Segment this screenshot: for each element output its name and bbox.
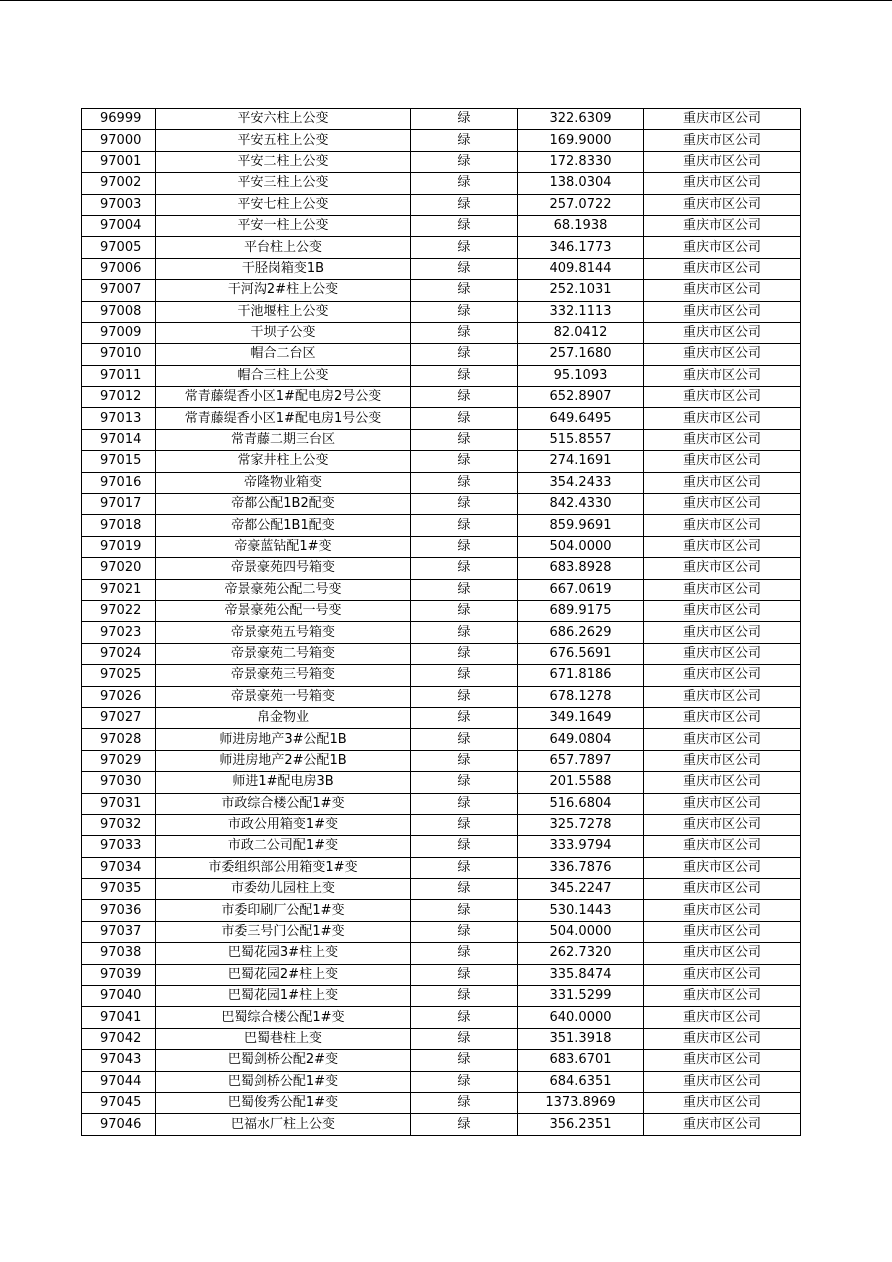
cell-id: 97009	[82, 322, 156, 343]
cell-org: 重庆市区公司	[644, 814, 801, 835]
cell-color: 绿	[411, 280, 518, 301]
cell-value: 349.1649	[518, 707, 644, 728]
cell-name: 帝景豪苑公配一号变	[156, 600, 411, 621]
cell-name: 常青藤缇香小区1#配电房2号公变	[156, 387, 411, 408]
cell-org: 重庆市区公司	[644, 943, 801, 964]
cell-name: 师进1#配电房3B	[156, 772, 411, 793]
cell-color: 绿	[411, 772, 518, 793]
cell-name: 帝都公配1B1配变	[156, 515, 411, 536]
cell-color: 绿	[411, 258, 518, 279]
table-row	[82, 387, 801, 408]
cell-color: 绿	[411, 408, 518, 429]
cell-value: 689.9175	[518, 600, 644, 621]
cell-id: 97035	[82, 879, 156, 900]
cell-value: 274.1691	[518, 451, 644, 472]
cell-name: 市委组织部公用箱变1#变	[156, 857, 411, 878]
cell-value: 322.6309	[518, 109, 644, 130]
cell-id: 97037	[82, 921, 156, 942]
cell-color: 绿	[411, 643, 518, 664]
cell-org: 重庆市区公司	[644, 515, 801, 536]
cell-color: 绿	[411, 707, 518, 728]
cell-id: 97017	[82, 494, 156, 515]
cell-id: 97027	[82, 707, 156, 728]
cell-name: 帝景豪苑一号箱变	[156, 686, 411, 707]
cell-org: 重庆市区公司	[644, 258, 801, 279]
cell-color: 绿	[411, 515, 518, 536]
cell-color: 绿	[411, 921, 518, 942]
cell-color: 绿	[411, 151, 518, 172]
cell-name: 平安六柱上公变	[156, 109, 411, 130]
cell-color: 绿	[411, 686, 518, 707]
cell-name: 帝都公配1B2配变	[156, 494, 411, 515]
cell-id: 97041	[82, 1007, 156, 1028]
cell-color: 绿	[411, 194, 518, 215]
cell-value: 169.9000	[518, 130, 644, 151]
cell-org: 重庆市区公司	[644, 151, 801, 172]
table-row	[82, 515, 801, 536]
cell-org: 重庆市区公司	[644, 879, 801, 900]
cell-org: 重庆市区公司	[644, 729, 801, 750]
cell-value: 686.2629	[518, 622, 644, 643]
cell-id: 97042	[82, 1028, 156, 1049]
cell-name: 帝景豪苑五号箱变	[156, 622, 411, 643]
cell-org: 重庆市区公司	[644, 964, 801, 985]
cell-color: 绿	[411, 814, 518, 835]
table-row	[82, 707, 801, 728]
cell-value: 652.8907	[518, 387, 644, 408]
cell-name: 巴蜀俊秀公配1#变	[156, 1092, 411, 1113]
cell-color: 绿	[411, 322, 518, 343]
table-row	[82, 1028, 801, 1049]
cell-org: 重庆市区公司	[644, 109, 801, 130]
table-row	[82, 943, 801, 964]
table-row	[82, 280, 801, 301]
cell-id: 97038	[82, 943, 156, 964]
cell-name: 巴蜀花园3#柱上变	[156, 943, 411, 964]
cell-color: 绿	[411, 173, 518, 194]
cell-org: 重庆市区公司	[644, 280, 801, 301]
table-row	[82, 322, 801, 343]
cell-color: 绿	[411, 879, 518, 900]
table-row	[82, 1050, 801, 1071]
table-row	[82, 600, 801, 621]
cell-value: 354.2433	[518, 472, 644, 493]
cell-id: 97022	[82, 600, 156, 621]
cell-id: 97032	[82, 814, 156, 835]
cell-id: 97010	[82, 344, 156, 365]
cell-id: 97039	[82, 964, 156, 985]
cell-value: 345.2247	[518, 879, 644, 900]
cell-id: 97016	[82, 472, 156, 493]
cell-value: 649.6495	[518, 408, 644, 429]
cell-color: 绿	[411, 750, 518, 771]
cell-color: 绿	[411, 1114, 518, 1135]
table-row	[82, 772, 801, 793]
table-row	[82, 472, 801, 493]
cell-color: 绿	[411, 494, 518, 515]
table-row	[82, 686, 801, 707]
cell-id: 97004	[82, 215, 156, 236]
cell-id: 97033	[82, 836, 156, 857]
table-row	[82, 258, 801, 279]
cell-color: 绿	[411, 1050, 518, 1071]
cell-value: 671.8186	[518, 665, 644, 686]
cell-name: 市委幼儿园柱上变	[156, 879, 411, 900]
cell-name: 干坝子公变	[156, 322, 411, 343]
cell-value: 1373.8969	[518, 1092, 644, 1113]
cell-value: 504.0000	[518, 536, 644, 557]
table-row	[82, 344, 801, 365]
cell-id: 97021	[82, 579, 156, 600]
cell-value: 333.9794	[518, 836, 644, 857]
cell-name: 干胫岗箱变1B	[156, 258, 411, 279]
table-body	[82, 109, 801, 1136]
cell-name: 市委三号门公配1#变	[156, 921, 411, 942]
cell-color: 绿	[411, 986, 518, 1007]
cell-color: 绿	[411, 237, 518, 258]
cell-id: 97000	[82, 130, 156, 151]
cell-name: 巴福水厂柱上公变	[156, 1114, 411, 1135]
cell-color: 绿	[411, 387, 518, 408]
cell-value: 676.5691	[518, 643, 644, 664]
cell-color: 绿	[411, 215, 518, 236]
cell-id: 97043	[82, 1050, 156, 1071]
cell-value: 409.8144	[518, 258, 644, 279]
cell-id: 96999	[82, 109, 156, 130]
table-row	[82, 194, 801, 215]
cell-org: 重庆市区公司	[644, 173, 801, 194]
cell-name: 平安三柱上公变	[156, 173, 411, 194]
cell-org: 重庆市区公司	[644, 1028, 801, 1049]
cell-org: 重庆市区公司	[644, 1092, 801, 1113]
cell-org: 重庆市区公司	[644, 472, 801, 493]
cell-value: 336.7876	[518, 857, 644, 878]
cell-color: 绿	[411, 1028, 518, 1049]
cell-id: 97031	[82, 793, 156, 814]
cell-value: 257.1680	[518, 344, 644, 365]
cell-color: 绿	[411, 836, 518, 857]
cell-name: 平台柱上公变	[156, 237, 411, 258]
table-row	[82, 750, 801, 771]
table-row	[82, 579, 801, 600]
cell-id: 97013	[82, 408, 156, 429]
cell-name: 干河沟2#柱上公变	[156, 280, 411, 301]
cell-id: 97020	[82, 558, 156, 579]
cell-id: 97034	[82, 857, 156, 878]
table-row	[82, 536, 801, 557]
cell-name: 巴蜀花园2#柱上变	[156, 964, 411, 985]
cell-org: 重庆市区公司	[644, 921, 801, 942]
table-row	[82, 1071, 801, 1092]
cell-org: 重庆市区公司	[644, 451, 801, 472]
cell-value: 346.1773	[518, 237, 644, 258]
table-row	[82, 173, 801, 194]
cell-color: 绿	[411, 665, 518, 686]
table-row	[82, 215, 801, 236]
table-row	[82, 729, 801, 750]
cell-org: 重庆市区公司	[644, 558, 801, 579]
cell-id: 97028	[82, 729, 156, 750]
cell-color: 绿	[411, 622, 518, 643]
cell-id: 97044	[82, 1071, 156, 1092]
cell-color: 绿	[411, 900, 518, 921]
cell-value: 351.3918	[518, 1028, 644, 1049]
cell-org: 重庆市区公司	[644, 622, 801, 643]
cell-org: 重庆市区公司	[644, 857, 801, 878]
cell-org: 重庆市区公司	[644, 237, 801, 258]
cell-value: 262.7320	[518, 943, 644, 964]
cell-id: 97026	[82, 686, 156, 707]
table-row	[82, 451, 801, 472]
cell-name: 帝隆物业箱变	[156, 472, 411, 493]
cell-org: 重庆市区公司	[644, 665, 801, 686]
cell-value: 68.1938	[518, 215, 644, 236]
cell-org: 重庆市区公司	[644, 579, 801, 600]
table-row	[82, 151, 801, 172]
table-row	[82, 643, 801, 664]
cell-id: 97025	[82, 665, 156, 686]
cell-color: 绿	[411, 964, 518, 985]
cell-name: 帝豪蓝钻配1#变	[156, 536, 411, 557]
cell-name: 市政二公司配1#变	[156, 836, 411, 857]
table-row	[82, 814, 801, 835]
cell-color: 绿	[411, 536, 518, 557]
data-table	[81, 108, 801, 1136]
cell-name: 市政公用箱变1#变	[156, 814, 411, 835]
cell-name: 帝景豪苑四号箱变	[156, 558, 411, 579]
table-row	[82, 1114, 801, 1135]
cell-org: 重庆市区公司	[644, 344, 801, 365]
table-row	[82, 109, 801, 130]
cell-color: 绿	[411, 130, 518, 151]
cell-org: 重庆市区公司	[644, 793, 801, 814]
table-row	[82, 301, 801, 322]
table-row	[82, 964, 801, 985]
cell-value: 201.5588	[518, 772, 644, 793]
cell-org: 重庆市区公司	[644, 130, 801, 151]
table-row	[82, 1007, 801, 1028]
cell-id: 97046	[82, 1114, 156, 1135]
cell-org: 重庆市区公司	[644, 750, 801, 771]
table-row	[82, 793, 801, 814]
page-top-border	[0, 0, 892, 1]
cell-value: 257.0722	[518, 194, 644, 215]
cell-name: 平安一柱上公变	[156, 215, 411, 236]
cell-name: 市委印刷厂公配1#变	[156, 900, 411, 921]
cell-id: 97036	[82, 900, 156, 921]
cell-value: 683.6701	[518, 1050, 644, 1071]
cell-id: 97023	[82, 622, 156, 643]
cell-id: 97029	[82, 750, 156, 771]
cell-org: 重庆市区公司	[644, 387, 801, 408]
table-row	[82, 1092, 801, 1113]
cell-org: 重庆市区公司	[644, 536, 801, 557]
cell-org: 重庆市区公司	[644, 707, 801, 728]
cell-org: 重庆市区公司	[644, 1050, 801, 1071]
table-row	[82, 986, 801, 1007]
table-row	[82, 622, 801, 643]
cell-color: 绿	[411, 558, 518, 579]
cell-name: 干池堰柱上公变	[156, 301, 411, 322]
cell-org: 重庆市区公司	[644, 408, 801, 429]
cell-value: 683.8928	[518, 558, 644, 579]
cell-id: 97006	[82, 258, 156, 279]
cell-org: 重庆市区公司	[644, 194, 801, 215]
cell-color: 绿	[411, 793, 518, 814]
cell-id: 97045	[82, 1092, 156, 1113]
cell-name: 常青藤缇香小区1#配电房1号公变	[156, 408, 411, 429]
table-row	[82, 900, 801, 921]
cell-color: 绿	[411, 579, 518, 600]
cell-name: 巴蜀花园1#柱上变	[156, 986, 411, 1007]
cell-org: 重庆市区公司	[644, 301, 801, 322]
cell-value: 640.0000	[518, 1007, 644, 1028]
cell-value: 252.1031	[518, 280, 644, 301]
cell-name: 平安七柱上公变	[156, 194, 411, 215]
cell-name: 帝景豪苑二号箱变	[156, 643, 411, 664]
cell-color: 绿	[411, 857, 518, 878]
cell-value: 504.0000	[518, 921, 644, 942]
cell-name: 帝景豪苑公配二号变	[156, 579, 411, 600]
cell-id: 97015	[82, 451, 156, 472]
cell-id: 97018	[82, 515, 156, 536]
cell-value: 515.8557	[518, 429, 644, 450]
table-row	[82, 921, 801, 942]
cell-id: 97008	[82, 301, 156, 322]
cell-id: 97012	[82, 387, 156, 408]
cell-name: 巴蜀剑桥公配1#变	[156, 1071, 411, 1092]
cell-id: 97007	[82, 280, 156, 301]
cell-color: 绿	[411, 1007, 518, 1028]
cell-org: 重庆市区公司	[644, 772, 801, 793]
cell-org: 重庆市区公司	[644, 1114, 801, 1135]
cell-id: 97003	[82, 194, 156, 215]
cell-color: 绿	[411, 1071, 518, 1092]
table-row	[82, 130, 801, 151]
cell-name: 市政综合楼公配1#变	[156, 793, 411, 814]
cell-value: 678.1278	[518, 686, 644, 707]
table-row	[82, 365, 801, 386]
table-row	[82, 836, 801, 857]
cell-org: 重庆市区公司	[644, 322, 801, 343]
cell-name: 常青藤二期三台区	[156, 429, 411, 450]
cell-org: 重庆市区公司	[644, 686, 801, 707]
cell-name: 帽合二台区	[156, 344, 411, 365]
cell-name: 平安五柱上公变	[156, 130, 411, 151]
cell-value: 667.0619	[518, 579, 644, 600]
cell-id: 97040	[82, 986, 156, 1007]
cell-id: 97024	[82, 643, 156, 664]
cell-name: 巴蜀巷柱上变	[156, 1028, 411, 1049]
table-row	[82, 429, 801, 450]
table-row	[82, 665, 801, 686]
cell-value: 95.1093	[518, 365, 644, 386]
cell-name: 师进房地产2#公配1B	[156, 750, 411, 771]
cell-color: 绿	[411, 429, 518, 450]
cell-org: 重庆市区公司	[644, 365, 801, 386]
cell-org: 重庆市区公司	[644, 600, 801, 621]
cell-org: 重庆市区公司	[644, 836, 801, 857]
cell-org: 重庆市区公司	[644, 643, 801, 664]
cell-name: 师进房地产3#公配1B	[156, 729, 411, 750]
cell-color: 绿	[411, 600, 518, 621]
cell-id: 97030	[82, 772, 156, 793]
cell-org: 重庆市区公司	[644, 215, 801, 236]
cell-name: 平安二柱上公变	[156, 151, 411, 172]
cell-org: 重庆市区公司	[644, 494, 801, 515]
cell-name: 帝景豪苑三号箱变	[156, 665, 411, 686]
cell-value: 684.6351	[518, 1071, 644, 1092]
cell-name: 常家井柱上公变	[156, 451, 411, 472]
cell-id: 97014	[82, 429, 156, 450]
cell-org: 重庆市区公司	[644, 429, 801, 450]
cell-org: 重庆市区公司	[644, 986, 801, 1007]
cell-id: 97011	[82, 365, 156, 386]
cell-value: 842.4330	[518, 494, 644, 515]
cell-org: 重庆市区公司	[644, 1007, 801, 1028]
cell-id: 97005	[82, 237, 156, 258]
cell-org: 重庆市区公司	[644, 1071, 801, 1092]
cell-value: 530.1443	[518, 900, 644, 921]
cell-value: 356.2351	[518, 1114, 644, 1135]
table-row	[82, 857, 801, 878]
table-row	[82, 558, 801, 579]
cell-value: 516.6804	[518, 793, 644, 814]
cell-color: 绿	[411, 344, 518, 365]
cell-color: 绿	[411, 451, 518, 472]
cell-id: 97019	[82, 536, 156, 557]
cell-id: 97002	[82, 173, 156, 194]
cell-value: 82.0412	[518, 322, 644, 343]
cell-color: 绿	[411, 301, 518, 322]
table-row	[82, 237, 801, 258]
cell-color: 绿	[411, 365, 518, 386]
cell-name: 帛金物业	[156, 707, 411, 728]
table-row	[82, 879, 801, 900]
cell-id: 97001	[82, 151, 156, 172]
cell-value: 649.0804	[518, 729, 644, 750]
cell-value: 657.7897	[518, 750, 644, 771]
cell-color: 绿	[411, 109, 518, 130]
cell-name: 巴蜀剑桥公配2#变	[156, 1050, 411, 1071]
cell-value: 859.9691	[518, 515, 644, 536]
cell-name: 帽合三柱上公变	[156, 365, 411, 386]
cell-color: 绿	[411, 943, 518, 964]
cell-color: 绿	[411, 472, 518, 493]
table-row	[82, 494, 801, 515]
cell-value: 325.7278	[518, 814, 644, 835]
table-row	[82, 408, 801, 429]
cell-org: 重庆市区公司	[644, 900, 801, 921]
cell-color: 绿	[411, 1092, 518, 1113]
cell-value: 331.5299	[518, 986, 644, 1007]
cell-name: 巴蜀综合楼公配1#变	[156, 1007, 411, 1028]
cell-value: 335.8474	[518, 964, 644, 985]
cell-value: 172.8330	[518, 151, 644, 172]
cell-value: 138.0304	[518, 173, 644, 194]
cell-value: 332.1113	[518, 301, 644, 322]
cell-color: 绿	[411, 729, 518, 750]
